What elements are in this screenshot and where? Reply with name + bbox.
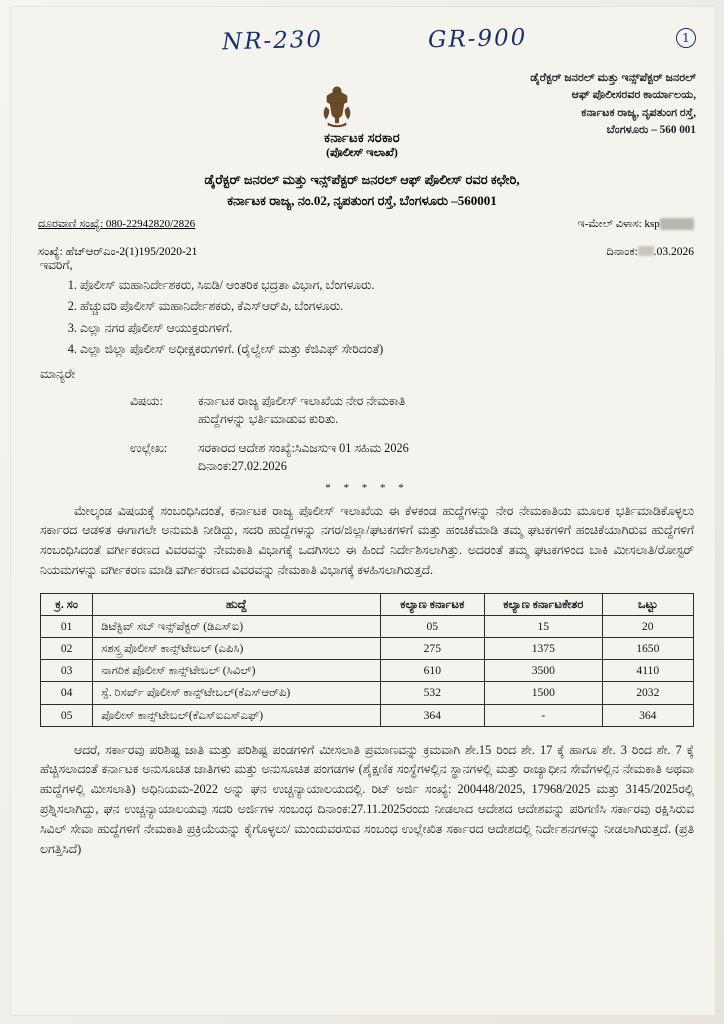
email-redaction (660, 218, 694, 230)
reference-block-text (198, 439, 694, 476)
subject-line: ಹುದ್ದೆಗಳನ್ನು ಭರ್ತಿಮಾಡುವ ಕುರಿತು. (198, 412, 339, 427)
cell-post: ನಾಗರಿಕ ಪೊಲೀಸ್ ಕಾನ್ಸ್‌ಟೇಬಲ್ (ಸಿವಿಲ್) (93, 660, 380, 682)
column-header-post: ಹುದ್ದೆ (93, 594, 380, 616)
subject-line: ಕರ್ನಾಟಕ ರಾಜ್ಯ ಪೊಲೀಸ್ ಇಲಾಖೆಯ ನೇರ ನೇಮಕಾತಿ (198, 393, 406, 408)
reference-line: ದಿನಾಂಕ:27.02.2026 (198, 459, 287, 474)
table-row (41, 638, 694, 660)
cell-post: ಪೊಲೀಸ್ ಕಾನ್ಸ್‌ಟೇಬಲ್(ಕೆಎಸ್‌ಐಎಸ್‌ಎಫ್) (93, 704, 380, 726)
subject-label: ವಿಷಯ: (130, 393, 163, 408)
karnataka-state-emblem-icon (320, 82, 354, 128)
phone-label: ದೂರವಾಣಿ ಸಂಖ್ಯೆ: (38, 218, 104, 230)
subject-block (40, 392, 694, 429)
handwritten-note-right: GR-900 (427, 24, 528, 54)
paragraph-two-wrapper (40, 741, 694, 860)
reference-value: ಹೆಚ್‌ಆರ್‌ಎಂ-2(1)195/2020-21 (65, 246, 198, 258)
list-item: 4. ಎಲ್ಲಾ ಜಿಲ್ಲಾ ಪೊಲೀಸ್ ಅಧೀಕ್ಷಕರುಗಳಿಗೆ. (ರೈಲ್ವೇಸ್ ಮತ್ತು ಕೆಜಿಎಫ್ ಸೇರಿದಂತೆ) (80, 341, 694, 359)
letter-body (40, 258, 694, 860)
email-info (578, 218, 694, 231)
posts-table (40, 593, 694, 726)
column-header-sl: ಕ್ರ. ಸಂ (41, 594, 93, 616)
page-number-circle: 1 (676, 28, 696, 48)
subject-text (198, 392, 694, 429)
email-label: ಇ-ಮೇಲ್ ವಿಳಾಸ: (577, 218, 642, 230)
table-row (41, 660, 694, 682)
government-name: ಕರ್ನಾಟಕ ಸರಕಾರ (324, 130, 400, 145)
office-line: ಡೈರೆಕ್ಟರ್ ಜನರಲ್ ಮತ್ತು ಇನ್ಸ್‌ಪೆಕ್ಟರ್ ಜನರಲ್ ಆಫ್ ಪೊಲೀಸ್ ರವರ ಕಛೇರಿ, (204, 172, 520, 187)
cell-kk: 275 (380, 638, 484, 660)
cell-kk: 532 (380, 682, 484, 704)
handwritten-note-left: NR-230 (221, 26, 324, 56)
address-line: ಆಫ್ ಪೊಲೀಸರವರ ಕಾರ್ಯಾಲಯ, (571, 89, 696, 102)
recipient-list (40, 277, 694, 359)
column-header-total: ಒಟ್ಟು (602, 594, 693, 616)
cell-total: 4110 (602, 660, 693, 682)
column-header-kalyana-karnatakethara: ಕಲ್ಯಾಣ ಕರ್ನಾಟಕೇತರ (485, 594, 603, 616)
office-heading (0, 170, 724, 212)
list-item: 2. ಹೆಚ್ಚುವರಿ ಪೊಲೀಸ್ ಮಹಾನಿರ್ದೇಶಕರು, ಕೆಎಸ್‌ಆರ್‌ಪಿ, ಬೆಂಗಳೂರು. (80, 298, 694, 316)
table-row (41, 616, 694, 638)
table-header-row (41, 594, 694, 616)
date-smudge (638, 246, 654, 256)
cell-sl: 03 (41, 660, 93, 682)
date-label: ದಿನಾಂಕ: (606, 246, 638, 258)
cell-post: ಸಶಸ್ತ್ರ ಪೊಲೀಸ್ ಕಾನ್ಸ್‌ಟೇಬಲ್ (ಎಪಿಸಿ) (93, 638, 380, 660)
table-row (41, 704, 694, 726)
office-line: ಕರ್ನಾಟಕ ರಾಜ್ಯ, ನಂ.02, ನೃಪತುಂಗ ರಸ್ತೆ, ಬೆಂಗಳೂರು –560001 (227, 192, 497, 208)
salutation: ಮಾನ್ಯರೇ (40, 366, 76, 381)
reference-line: ಸರಕಾರದ ಆದೇಶ ಸಂಖ್ಯೆ:ಸಿಎಜಸುಇ 01 ಸಹಿಮ 2026 (198, 440, 409, 455)
date-value: .03.2026 (653, 246, 694, 258)
reference-block (40, 439, 694, 476)
cell-total: 20 (602, 616, 693, 638)
cell-kke: 15 (485, 616, 603, 638)
list-item: 1. ಪೊಲೀಸ್ ಮಹಾನಿರ್ದೇಶಕರು, ಸಿಐಡಿ/ ಆಂತರಿಕ ಭದ್ರತಾ ವಿಭಾಗ, ಬೆಂಗಳೂರು. (80, 277, 694, 295)
list-item: 3. ಎಲ್ಲಾ ನಗರ ಪೊಲೀಸ್ ಆಯುಕ್ತರುಗಳಿಗೆ. (80, 320, 694, 338)
email-value: ksp (644, 218, 660, 230)
cell-sl: 02 (41, 638, 93, 660)
cell-kke: 1500 (485, 682, 603, 704)
phone-value: 080-22942820/2826 (105, 218, 196, 230)
contact-row (38, 218, 694, 231)
cell-sl: 04 (41, 682, 93, 704)
cell-kke: 1375 (485, 638, 603, 660)
address-line: ಡೈರೆಕ್ಟರ್ ಜನರಲ್ ಮತ್ತು ಇನ್ಸ್‌ಪೆಕ್ಟರ್ ಜನರಲ್ (530, 72, 696, 84)
table-row (41, 682, 694, 704)
phone-info (38, 218, 195, 231)
address-line: ಬೆಂಗಳೂರು – 560 001 (606, 124, 696, 137)
paragraph-two: ಆದರೆ, ಸರ್ಕಾರವು ಪರಿಶಿಷ್ಟ ಜಾತಿ ಮತ್ತು ಪರಿಶಿಷ್ಟ ಪಂಡಗಳಿಗೆ ಮೀಸಲಾತಿ ಪ್ರಮಾಣವನ್ನು ಕ್ರಮವಾಗಿ ಶೇ.15 ರಿಂದ ಶೇ. 17 ಕ್ಕೆ ಹಾಗೂ ಶೇ. 3 ರಿಂದ ಶೇ. 7 ಕ್ಕೆ ಹೆಚ್ಚಿಸಲಾದಂತೆ ಕರ್ನಾಟಕ ಅನುಸೂಚಿತ ಜಾತಿಗಳು ಮತ್ತು ಅನುಸೂಚಿತ ಪಂಗಡಗಳ (ಶೈಕ್ಷಣಿಕ ಸಂಸ್ಥೆಗಳಲ್ಲಿನ ಸ್ಥಾನಗಳಲ್ಲಿ ಮತ್ತು ರಾಜ್ಯಾಧೀನ ಸೇವೆಗಳಲ್ಲಿನ ನೇಮಕಾತಿ ಅಥವಾ ಹುದ್ದೆಗಳಲ್ಲಿ ಮೀಸಲಾತಿ) ಅಧಿನಿಯಮ-2022 ಅನ್ನು ಘನ ಉಚ್ಚನ್ಯಾಯಾಲಯದಲ್ಲಿ. ರಿಟ್ ಅರ್ಜಿ ಸಂಖ್ಯೆ: 200448/2025, 17968/2025 ಮತ್ತು 3145/2025ರಲ್ಲಿ ಪ್ರಶ್ನಿಸಲಾಗಿದ್ದು, ಘನ ಉಚ್ಚನ್ಯಾಯಾಲಯವು ಸದರಿ ಅರ್ಜಿಗಳ ಸಂಬಂಧ ದಿನಾಂಕ:27.11.2025ರಂದು ನೀಡಲಾದ ಆದೇಶದ ಆದೇಶವನ್ನು ಪರಿಗಣಿಸಿ ಸರ್ಕಾರವು ರಕ್ಷಿಸಿರುವ ಸಿವಿಲ್ ಸೇವಾ ಹುದ್ದೆಗಳಿಗೆ ನೇಮಕಾತಿ ಪ್ರಕ್ರಿಯೆಯನ್ನು ಕೈಗೊಳ್ಳಲು/ ಮುಂದುವರಸುವ ಸಂಬಂಧ ಉಲ್ಲೇಖಿತ ಸರ್ಕಾರದ ಆದೇಶದಲ್ಲಿ ನಿರ್ದೇಶನಗಳನ್ನು ನೀಡಲಾಗಿರುತ್ತದೆ. (ಪ್ರತಿ ಲಗತ್ತಿಸಿದೆ) (40, 742, 694, 857)
cell-kke: - (485, 704, 603, 726)
cell-sl: 01 (41, 616, 93, 638)
address-line: ಕರ್ನಾಟಕ ರಾಜ್ಯ, ನೃಪತುಂಗ ರಸ್ತೆ, (581, 106, 696, 119)
separator-stars: * * * * * (325, 481, 409, 494)
reference-label: ಸಂಖ್ಯೆ: (38, 246, 63, 258)
government-heading (0, 130, 724, 160)
column-header-kalyana-karnataka: ಕಲ್ಯಾಣ ಕರ್ನಾಟಕ (380, 594, 484, 616)
handwritten-annotations (0, 26, 724, 66)
cell-total: 1650 (602, 638, 693, 660)
cell-kk: 610 (380, 660, 484, 682)
cell-kk: 364 (380, 704, 484, 726)
paragraph-one: ಮೇಲ್ಕಂಡ ವಿಷಯಕ್ಕೆ ಸಂಬಂಧಿಸಿದಂತೆ, ಕರ್ನಾಟಕ ರಾಜ್ಯ ಪೊಲೀಸ್ ಇಲಾಖೆಯ ಈ ಕೆಳಕಂಡ ಹುದ್ದೆಗಳನ್ನು ನೇರ ನೇಮಕಾತಿಯ ಮೂಲಕ ಭರ್ತಿಮಾಡಿಕೊಳ್ಳಲು ಸರ್ಕಾರದ ಆಡಳಿತ ಈಗಾಗಲೇ ಅನುಮತಿ ನೀಡಿದ್ದು, ಸದರಿ ಹುದ್ದೆಗಳನ್ನು ನಗರ/ಜಿಲ್ಲಾ/ಘಟಕಗಳಿಗೆ ಮತ್ತು ಹಂಚಿಕೆಮಾಡಿ ತಮ್ಮ ಘಟಕಗಳಿಗೆ ಹಂಚಿಕೆಯಾಗಿರುವ ಹುದ್ದೆಗಳಿಗೆ ಸಂಬಂಧಿಸಿದಂತೆ ವರ್ಗೀಕರಣದ ವಿವರವನ್ನು ನೇಮಕಾತಿ ವಿಭಾಗಕ್ಕೆ ಒದಗಿಸಲು ಈ ಹಿಂದೆ ನಿರ್ದೇಶಿಸಲಾಗಿತ್ತು. ಅದರಂತೆ ತಮ್ಮ ಘಟಕಗಳಿಂದ ಬಾಕಿ ಮೀಸಲಾತಿ/ರೋಸ್ಟರ್ ನಿಯಮಗಳನ್ನು ವರ್ಗೀಕರಣ ಮಾಡಿ ವರ್ಗೀಕರಣದ ವಿವರವನ್ನು ನೇಮಕಾತಿ ವಿಭಾಗಕ್ಕೆ ಕಳಹಿಸಲಾಗಿರುತ್ತದೆ. (40, 503, 694, 578)
cell-post: ಸ್ಪೆ. ರಿಸರ್ವ್ ಪೊಲೀಸ್ ಕಾನ್ಸ್‌ಟೇಬಲ್(ಕೆಎಸ್‌ಆರ್‌ಪಿ) (93, 682, 380, 704)
cell-kke: 3500 (485, 660, 603, 682)
reference-block-label: ಉಲ್ಲೇಖ: (130, 440, 168, 455)
to-label: ಇವರಿಗೆ, (40, 258, 73, 272)
cell-total: 364 (602, 704, 693, 726)
department-name: (ಪೊಲೀಸ್ ಇಲಾಖೆ) (326, 147, 398, 159)
cell-kk: 05 (380, 616, 484, 638)
cell-post: ಡಿಟೆಕ್ಟಿವ್ ಸಬ್ ಇನ್ಸ್‌ಪೆಕ್ಟರ್ (ಡಿಎಸ್‌ಐ) (93, 616, 380, 638)
cell-total: 2032 (602, 682, 693, 704)
cell-sl: 05 (41, 704, 93, 726)
